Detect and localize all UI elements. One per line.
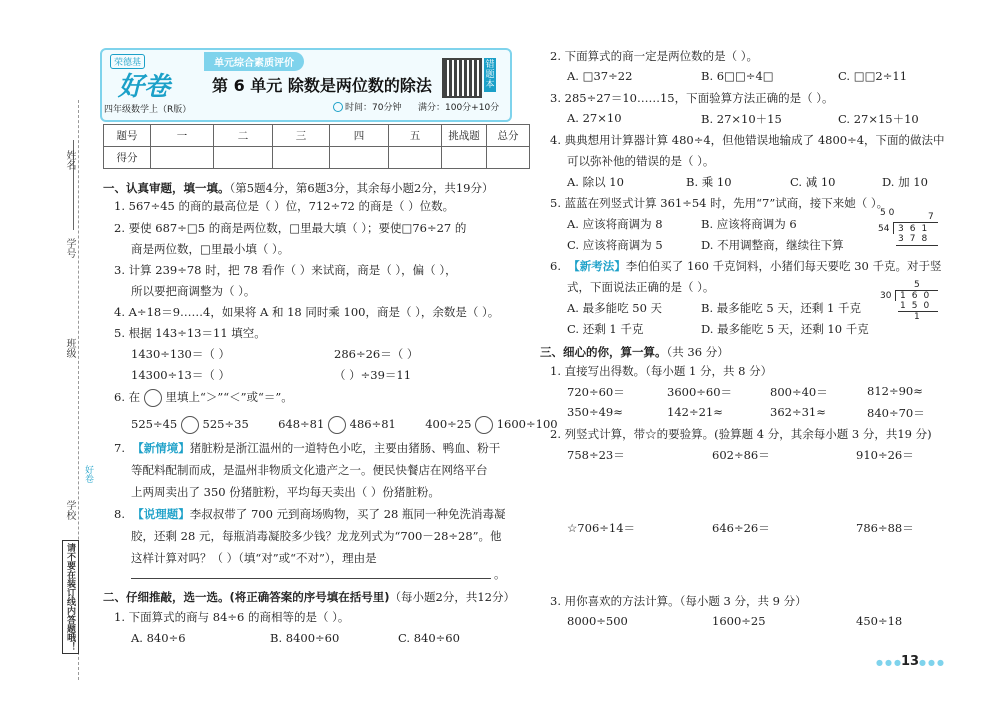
- margin-logo: 好卷: [83, 465, 93, 483]
- option-d: D. 最多能吃 5 天，还剩 10 千克: [701, 322, 869, 336]
- score-header-cell: 三: [273, 125, 330, 147]
- l-q2b: 商是两位数，□里最小填（ ）。: [131, 242, 290, 256]
- calc-item: 812÷90≈: [867, 384, 923, 398]
- r-q4b: 可以弥补他的错误的是（ ）。: [567, 154, 715, 168]
- seat-label: 学号: [64, 238, 75, 258]
- score-header-cell: 题号: [104, 125, 151, 147]
- l-q2a: 2. 要使 687÷□5 的商是两位数，□里最大填（ ）；要使□76÷27 的: [114, 221, 467, 235]
- division-quotient: 5: [914, 280, 920, 290]
- l-q6: [114, 389, 293, 407]
- l-q1: 1. 567÷45 的商的最高位是（ ）位，712÷72 的商是（ ）位数。: [114, 199, 455, 213]
- reason-answer-line[interactable]: [131, 578, 491, 579]
- section-3-note: （共 36 分）: [666, 345, 729, 359]
- l-q3b: 所以要把商调整为（ ）。: [131, 284, 256, 298]
- reasoning-tag: 【说理题】: [132, 507, 190, 521]
- option-c: C. □□2÷11: [838, 69, 908, 83]
- brand-label: 荣德基: [110, 54, 145, 69]
- option-c: C. 840÷60: [398, 631, 460, 645]
- compare-left: 648÷81: [278, 417, 325, 431]
- section-1-title: [103, 180, 493, 196]
- name-label: 姓名: [64, 150, 75, 170]
- l-q5d: （ ）÷39＝11: [334, 368, 412, 382]
- option-b: B. 乘 10: [686, 175, 732, 189]
- option-a: A. 840÷6: [131, 631, 186, 645]
- section-2-heading: 二、仔细推敲，选一选。(将正确答案的序号填在括号里): [103, 590, 390, 604]
- division-dividend: 361: [898, 224, 934, 234]
- l-q4: 4. A÷18＝9……4，如果将 A 和 18 同时乘 100，商是（ ），余数是（ ）。: [114, 305, 500, 319]
- option-b: B. 应该将商调为 6: [701, 217, 797, 231]
- option-a: A. □37÷22: [567, 69, 633, 83]
- score-cell[interactable]: [151, 147, 214, 169]
- l-q5c: 14300÷13＝（ ）: [131, 368, 231, 382]
- score-row-label: 得分: [104, 147, 151, 169]
- score-header-cell: 一: [151, 125, 214, 147]
- r-s3q3: 3. 用你喜欢的方法计算。（每小题 3 分，共 9 分）: [550, 594, 807, 608]
- option-b: B. 6□□÷4□: [701, 69, 774, 83]
- division-divisor: 30: [880, 291, 892, 301]
- section-3-heading: 三、细心的你，算一算。: [540, 345, 667, 359]
- l-q7a: [114, 440, 500, 456]
- option-a: A. 最多能吃 50 天: [567, 301, 663, 315]
- new-context-tag: 【新情境】: [132, 441, 190, 455]
- score-cell[interactable]: [273, 147, 330, 169]
- calc-item: 720÷60＝: [567, 385, 625, 399]
- vertical-calc-item: 758÷23＝: [567, 448, 625, 462]
- option-a: A. 应该将商调为 8: [567, 217, 663, 231]
- vertical-calc-item: 910÷26＝: [856, 448, 914, 462]
- section-2-note: （每小题2分，共12分）: [389, 590, 515, 604]
- score-header-cell: 挑战题: [442, 125, 487, 147]
- l-q6-items: [131, 416, 558, 434]
- clock-icon: [333, 102, 343, 112]
- score-header-row: [104, 125, 530, 147]
- vertical-calc-item: ☆706÷14＝: [567, 521, 636, 535]
- l-q7b: 等配料配制而成，是温州非物质文化遗产之一。便民快餐店在网络平台: [131, 463, 488, 477]
- l-q8-line1: 李叔叔带了 700 元到商场购物，买了 28 瓶同一种免洗消毒凝: [189, 507, 506, 521]
- reason-line-end: 。: [494, 567, 506, 581]
- r-q2: 2. 下面算式的商一定是两位数的是（ ）。: [550, 49, 759, 63]
- division-dividend: 160: [900, 291, 936, 301]
- time-label: 时间：70分钟: [345, 103, 402, 113]
- division-quotient: 7: [928, 212, 934, 222]
- school-label: 学校: [64, 500, 75, 520]
- score-table: [103, 124, 530, 169]
- division-divisor: 54: [878, 224, 890, 234]
- compare-right: 525÷35: [202, 417, 249, 431]
- calc-item: 1600÷25: [712, 614, 766, 628]
- section-3-title: [540, 344, 729, 360]
- score-row: [104, 147, 530, 169]
- l-q5: 5. 根据 143÷13＝11 填空。: [114, 326, 266, 340]
- compare-left: 525÷45: [131, 417, 178, 431]
- l-q8b: 胶，还剩 28 元，每瓶消毒凝胶多少钱？龙龙列式为“700－28÷28”。他: [131, 529, 502, 543]
- division-product: 150: [900, 301, 936, 311]
- division-bracket: [895, 290, 938, 301]
- vertical-calc-item: 602÷86＝: [712, 448, 770, 462]
- eval-banner: 单元综合素质评价: [204, 52, 304, 71]
- r-q6-number: 6.: [550, 259, 569, 273]
- new-method-tag: 【新考法】: [568, 259, 626, 273]
- calc-item: 800÷40＝: [770, 385, 828, 399]
- r-q6-line1: 李伯伯买了 160 千克饲料，小猪们每天要吃 30 千克。对于竖: [625, 259, 942, 273]
- division-bracket: [893, 222, 938, 234]
- l-q7c: 上两周卖出了 350 份猪脏粉，平均每天卖出（ ）份猪脏粉。: [131, 485, 440, 499]
- r-q6a: [550, 258, 942, 274]
- l-q8c: 这样计算对吗？（ ）（填“对”或“不对”），理由是: [131, 551, 377, 565]
- logo-text: 好卷: [118, 72, 171, 102]
- option-c: C. 还剩 1 千克: [567, 322, 644, 336]
- score-header-cell: 五: [389, 125, 442, 147]
- vertical-calc-item: 646÷26＝: [712, 521, 770, 535]
- class-label: 班级: [64, 338, 75, 358]
- calc-item: 350÷49≈: [567, 405, 623, 419]
- wrong-book-label: 错题本: [485, 60, 495, 90]
- option-b: B. 8400÷60: [270, 631, 340, 645]
- score-header-cell: 总分: [487, 125, 530, 147]
- binding-notice: 请不要在装订线内答题哦！: [62, 540, 79, 654]
- grade-label: 四年级数学上（R版）: [104, 105, 192, 115]
- calc-item: 3600÷60＝: [667, 385, 733, 399]
- score-cell[interactable]: [389, 147, 442, 169]
- division-underline: [896, 245, 938, 246]
- l-q7-number: 7.: [114, 441, 133, 455]
- division-underline: [898, 311, 938, 312]
- option-a: A. 除以 10: [567, 175, 624, 189]
- l-q7-line1: 猪脏粉是浙江温州的一道特色小吃，主要由猪肠、鸭血、粉干: [189, 441, 501, 455]
- page-number: 13: [901, 654, 920, 669]
- r-q6b: 式，下面说法正确的是（ ）。: [567, 280, 715, 294]
- option-b: B. 27×10＋15: [701, 112, 782, 126]
- option-c: C. 27×15＋10: [838, 112, 919, 126]
- score-header-cell: 四: [330, 125, 389, 147]
- page-number-decor-right: ●●●: [919, 658, 946, 667]
- r-s3q2: 2. 列竖式计算，带☆的要验算。(验算题 4 分，其余每小题 3 分，共19 分): [550, 427, 932, 441]
- section-1-heading: 一、认真审题，填一填。: [103, 181, 230, 195]
- compare-left: 400÷25: [425, 417, 472, 431]
- qr-code-icon[interactable]: [442, 58, 482, 98]
- l-q5b: 286÷26＝（ ）: [334, 347, 419, 361]
- compare-right: 486÷81: [349, 417, 396, 431]
- full-score-label: 满分：100分+10分: [418, 103, 500, 113]
- score-cell[interactable]: [487, 147, 530, 169]
- page-number-decor-left: ●●●: [876, 658, 903, 667]
- option-b: B. 最多能吃 5 天，还剩 1 千克: [701, 301, 862, 315]
- long-division-361-54: [878, 208, 940, 248]
- division-mark: 5 0: [880, 208, 895, 218]
- compare-blank[interactable]: [181, 416, 199, 434]
- calc-item: 142÷21≈: [667, 405, 723, 419]
- compare-circle-icon: [144, 389, 162, 407]
- unit-header: [100, 48, 510, 120]
- l-q8a: [114, 506, 506, 522]
- unit-title: 第 6 单元 除数是两位数的除法: [212, 76, 432, 95]
- r-q4a: 4. 典典想用计算器计算 480÷4，但他错误地输成了 4800÷4，下面的做法中: [550, 133, 945, 147]
- l-q8-number: 8.: [114, 507, 133, 521]
- score-cell[interactable]: [214, 147, 273, 169]
- score-header-cell: 二: [214, 125, 273, 147]
- option-c: C. 应该将商调为 5: [567, 238, 663, 252]
- option-d: D. 加 10: [882, 175, 928, 189]
- vertical-calc-item: 786÷88＝: [856, 521, 914, 535]
- division-remainder: 1: [914, 312, 920, 322]
- score-cell[interactable]: [330, 147, 389, 169]
- calc-item: 8000÷500: [567, 614, 628, 628]
- compare-blank[interactable]: [328, 416, 346, 434]
- r-s3q1: 1. 直接写出得数。（每小题 1 分，共 8 分）: [550, 364, 773, 378]
- compare-blank[interactable]: [475, 416, 493, 434]
- calc-item: 362÷31≈: [770, 405, 826, 419]
- l-q3a: 3. 计算 239÷78 时，把 78 看作（ ）来试商，商是（ ），偏（ ），: [114, 263, 457, 277]
- r-q5: 5. 蓝蓝在列竖式计算 361÷54 时，先用“7”试商，接下来她（ ）。: [550, 196, 889, 210]
- score-cell[interactable]: [442, 147, 487, 169]
- option-a: A. 27×10: [567, 111, 622, 125]
- option-c: C. 减 10: [790, 175, 836, 189]
- option-d: D. 不用调整商，继续往下算: [701, 238, 844, 252]
- r-q3: 3. 285÷27＝10……15，下面验算方法正确的是（ ）。: [550, 91, 834, 105]
- division-product: 378: [898, 234, 934, 244]
- compare-right: 1600÷100: [496, 417, 558, 431]
- l-q6-pre: 6. 在: [114, 390, 141, 404]
- section-1-note: （第5题4分，第6题3分，其余每小题2分，共19分）: [229, 181, 494, 195]
- l-s2q1: 1. 下面算式的商与 84÷6 的商相等的是（ ）。: [114, 610, 350, 624]
- calc-item: 450÷18: [856, 614, 903, 628]
- l-q5a: 1430÷130＝（ ）: [131, 347, 231, 361]
- section-2-title: [103, 589, 515, 605]
- calc-item: 840÷70＝: [867, 406, 925, 420]
- long-division-160-30: [880, 280, 940, 324]
- l-q6-post: 里填上“＞”“＜”或“＝”。: [165, 390, 293, 404]
